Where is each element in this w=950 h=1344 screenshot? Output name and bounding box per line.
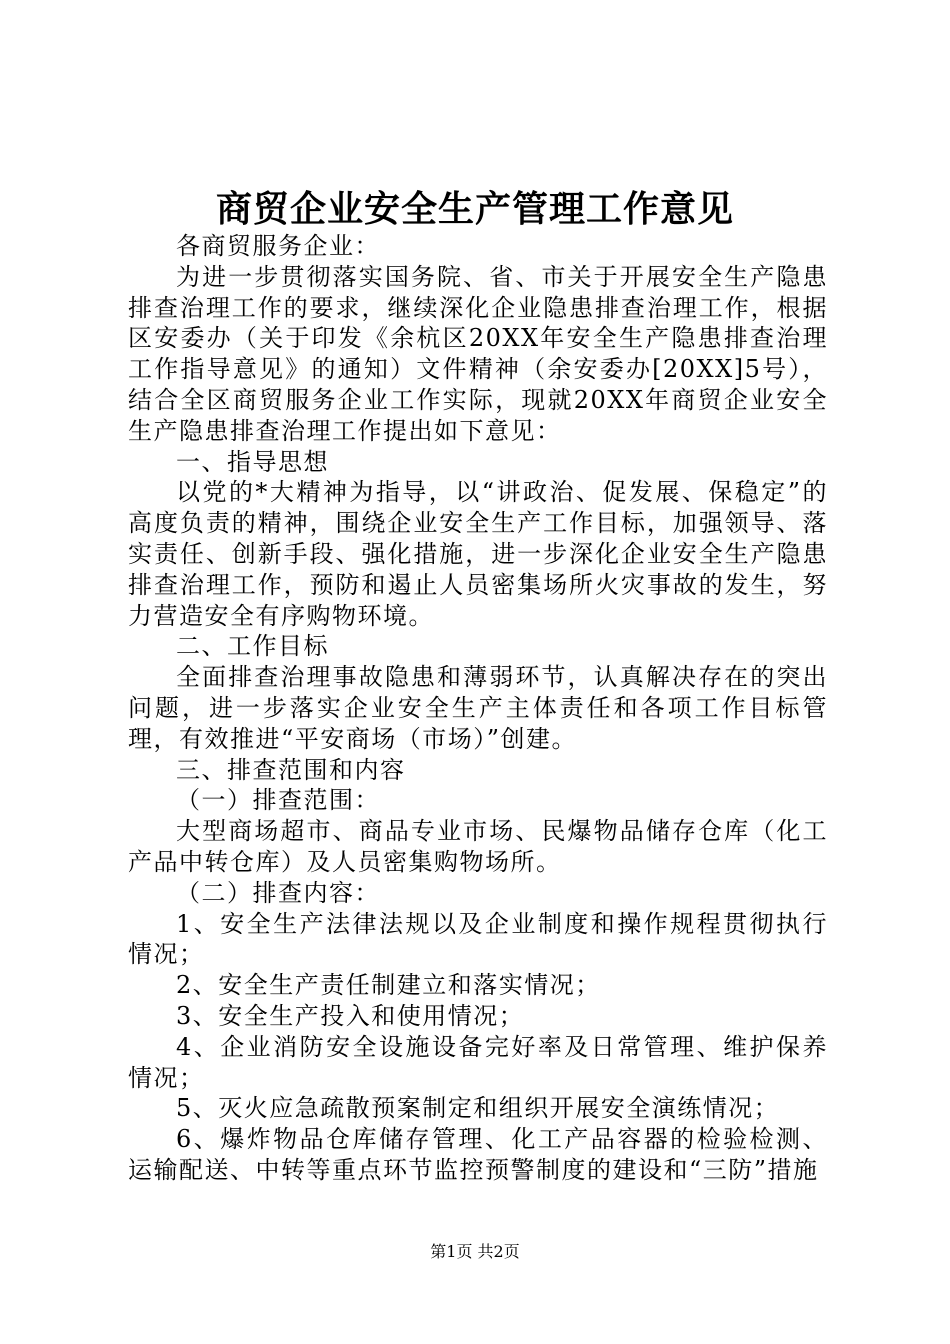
section-heading-guiding-ideology: 一、指导思想 — [176, 447, 329, 476]
scope-paragraph: 大型商场超市、商品专业市场、民爆物品储存仓库（化工产品中转仓库）及人员密集购物场所。 — [128, 817, 828, 876]
list-item: 5、灭火应急疏散预案制定和组织开展安全演练情况； — [176, 1094, 780, 1123]
salutation-paragraph: 各商贸服务企业： — [176, 232, 380, 260]
section-heading-work-goals: 二、工作目标 — [176, 632, 329, 661]
list-item: 1、安全生产法律法规以及企业制度和操作规程贯彻执行情况； — [128, 909, 828, 969]
section-heading-scope-content: 三、排查范围和内容 — [176, 755, 406, 784]
list-item: 4、企业消防安全设施设备完好率及日常管理、维护保养情况； — [128, 1032, 828, 1092]
intro-paragraph: 为进一步贯彻落实国务院、省、市关于开展安全生产隐患排查治理工作的要求，继续深化企业隐患排查治理工作，根据区安委办（关于印发《余杭区20XX年安全生产隐患排查治理工作指导意见》的通知）文件精神（余安委办[20XX]5号），结合全区商贸服务企业工作实际，现就20XX年商贸企业安全生产隐患排查治理工作提出如下意见： — [128, 262, 828, 445]
subheading-scope: （一）排查范围： — [176, 786, 380, 815]
list-item: 2、安全生产责任制建立和落实情况； — [176, 971, 601, 1000]
guiding-ideology-paragraph: 以党的*大精神为指导，以“讲政治、促发展、保稳定”的高度负责的精神，围绕企业安全生产工作目标，加强领导、落实责任、创新手段、强化措施，进一步深化企业安全生产隐患排查治理工作，预防和遏止人员密集场所火灾事故的发生，努力营造安全有序购物环境。 — [128, 478, 828, 630]
subheading-content: （二）排查内容： — [176, 878, 380, 907]
list-item: 3、安全生产投入和使用情况； — [176, 1001, 525, 1030]
document-body — [128, 231, 828, 1186]
work-goals-paragraph: 全面排查治理事故隐患和薄弱环节，认真解决存在的突出问题，进一步落实企业安全生产主体责任和各项工作目标管理，有效推进“平安商场（市场）”创建。 — [128, 663, 828, 753]
list-item: 6、爆炸物品仓库储存管理、化工产品容器的检验检测、运输配送、中转等重点环节监控预警制度的建设和“三防”措施 — [128, 1125, 828, 1184]
page-footer: 第1页 共2页 — [430, 1242, 520, 1261]
document-title: 商贸企业安全生产管理工作意见 — [215, 188, 734, 230]
